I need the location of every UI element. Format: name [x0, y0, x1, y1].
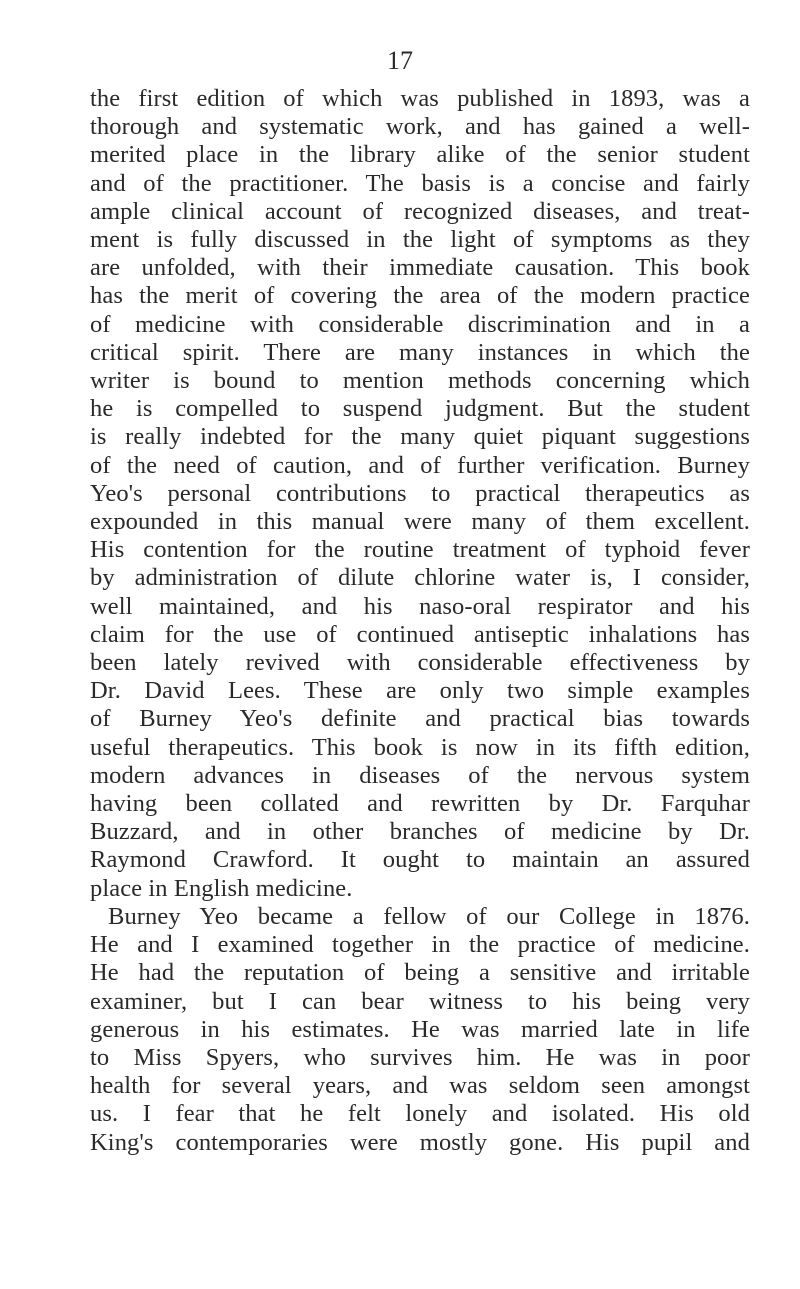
text-line: examiner, but I can bear witness to his being very — [90, 987, 750, 1015]
text-line: by administration of dilute chlorine water is, I consider, — [90, 564, 750, 592]
text-line: useful therapeutics. This book is now in its fifth edition, — [90, 733, 750, 761]
text-line: the first edition of which was published in 1893, was a — [90, 85, 750, 112]
text-line: of medicine with considerable discrimination and in a — [90, 310, 750, 338]
text-line: claim for the use of continued antiseptic inhalations has — [90, 620, 750, 648]
text-line: He had the reputation of being a sensitive and irritable — [90, 959, 750, 987]
text-line: to Miss Spyers, who survives him. He was in poor — [90, 1043, 750, 1071]
text-line: King's contemporaries were mostly gone. His pupil and — [90, 1128, 750, 1156]
text-line: place in English medicine. — [90, 874, 353, 902]
text-line: Yeo's personal contributions to practical therapeutics as — [90, 479, 750, 507]
text-line: been lately revived with considerable effectiveness by — [90, 649, 750, 677]
text-line: are unfolded, with their immediate causation. This book — [90, 254, 750, 282]
text-line: writer is bound to mention methods concerning which — [90, 367, 750, 395]
text-line: is really indebted for the many quiet piquant suggestions — [90, 423, 750, 451]
text-line: health for several years, and was seldom seen amongst — [90, 1072, 750, 1100]
text-line: of the need of caution, and of further verification. Burney — [90, 451, 750, 479]
text-line: expounded in this manual were many of them excellent. — [90, 508, 750, 536]
text-line: having been collated and rewritten by Dr. Farquhar — [90, 790, 750, 818]
text-line: he is compelled to suspend judgment. But the student — [90, 395, 750, 423]
text-line: He and I examined together in the practice of medicine. — [90, 931, 750, 959]
text-line: of Burney Yeo's definite and practical bias towards — [90, 705, 750, 733]
page-number: 17 — [387, 46, 413, 75]
text-line: merited place in the library alike of the senior student — [90, 141, 750, 169]
text-line: us. I fear that he felt lonely and isolated. His old — [90, 1100, 750, 1128]
text-line: His contention for the routine treatment of typhoid fever — [90, 536, 750, 564]
text-line: thorough and systematic work, and has gained a well- — [90, 113, 750, 141]
text-line: and of the practitioner. The basis is a concise and fairly — [90, 169, 750, 197]
text-line: Burney Yeo became a fellow of our College in 1876. — [108, 902, 750, 930]
text-line: has the merit of covering the area of the modern practice — [90, 282, 750, 310]
text-line: ment is fully discussed in the light of symptoms as they — [90, 226, 750, 254]
text-line: well maintained, and his naso-oral respirator and his — [90, 592, 750, 620]
text-line: generous in his estimates. He was married late in life — [90, 1015, 750, 1043]
text-line: ample clinical account of recognized diseases, and treat- — [90, 197, 750, 225]
body-text — [90, 85, 750, 1157]
text-line: Dr. David Lees. These are only two simple examples — [90, 677, 750, 705]
text-line: modern advances in diseases of the nervous system — [90, 761, 750, 789]
text-line: critical spirit. There are many instances in which the — [90, 338, 750, 366]
text-line: Buzzard, and in other branches of medicine by Dr. — [90, 818, 750, 846]
text-line: Raymond Crawford. It ought to maintain an assured — [90, 846, 750, 874]
